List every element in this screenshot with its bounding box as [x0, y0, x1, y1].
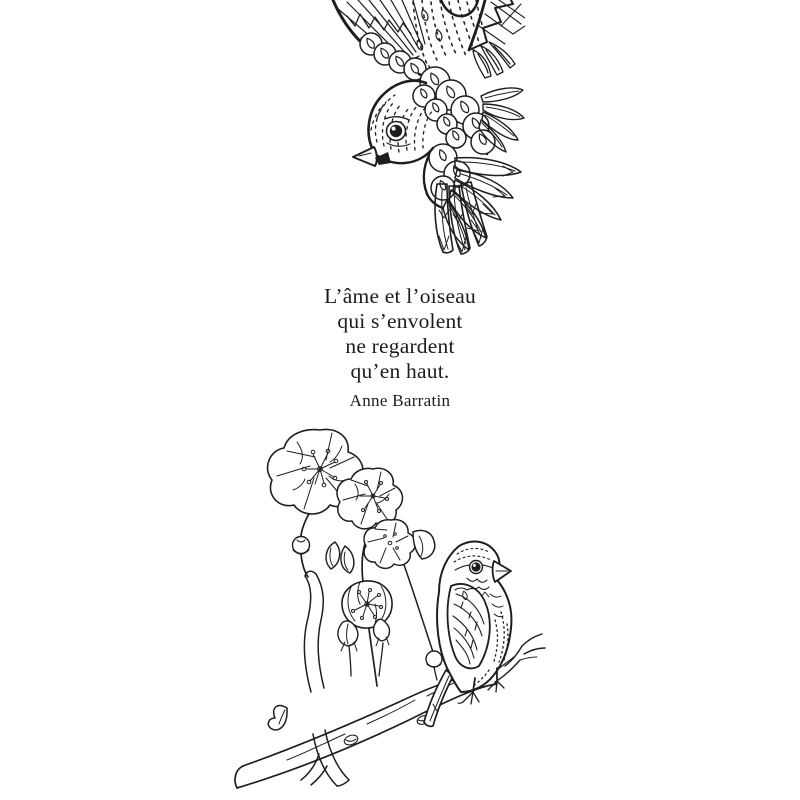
branch-fork: [301, 730, 349, 786]
flying-bird-illustration: [325, 0, 525, 258]
quote-line-4: qu’en haut.: [350, 359, 450, 383]
beak: [353, 147, 377, 166]
perched-bird: [424, 542, 511, 727]
quote-line-2: qui s’envolent: [337, 309, 463, 333]
quote-line-1: L’âme et l’oiseau: [324, 284, 476, 308]
leaf-pair: [326, 542, 354, 573]
eye: [390, 125, 402, 137]
bird-eye: [471, 562, 480, 571]
quote-block: [0, 284, 800, 411]
bird-tail: [424, 670, 453, 726]
perched-bird-blossom-illustration: [227, 424, 562, 794]
perched-bird-svg: [227, 424, 562, 794]
back-teardrops: [415, 8, 443, 51]
blossom-cluster: [364, 520, 435, 569]
flying-bird-svg: [325, 0, 525, 258]
covert-scallops: [360, 33, 426, 80]
quote-line-3: ne regardent: [345, 334, 455, 358]
quote-author: Anne Barratin: [349, 391, 451, 410]
left-twig: [268, 571, 324, 730]
right-wing-striped-feathers: [473, 42, 515, 78]
